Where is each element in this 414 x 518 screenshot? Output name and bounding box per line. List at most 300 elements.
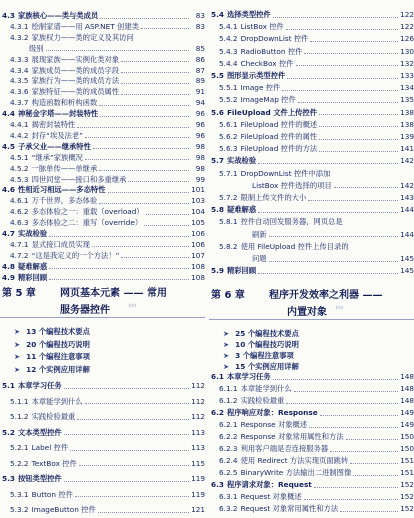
- chevron-decoration-icon: ›››: [128, 301, 136, 311]
- toc-subsection-entry: [0, 152, 205, 163]
- entry-number: 5.5: [211, 71, 224, 80]
- entry-title: 家族特征——类的成员属性: [31, 87, 120, 97]
- entry-title: 性相近习相远——多态特性: [17, 185, 106, 195]
- arrow-bullet-icon: ➤: [223, 351, 230, 360]
- toc-subsection-entry: [209, 253, 414, 264]
- leader-dots: [121, 71, 189, 73]
- toc-subsection-entry: [0, 43, 205, 54]
- leader-dots: [310, 40, 398, 42]
- divider: [209, 319, 414, 320]
- toc-subsection-entry: [0, 163, 205, 174]
- entry-title: 本章能学到什么: [31, 396, 83, 406]
- toc-subsection-entry: [209, 229, 414, 240]
- toc-subsection-entry: [209, 131, 414, 142]
- toc-subsection-entry: [0, 32, 205, 43]
- leader-dots: [77, 126, 189, 128]
- page-number: 145: [400, 266, 414, 276]
- chapter-feature-bullet: [223, 339, 414, 350]
- entry-number: 5.6.3: [219, 144, 238, 154]
- chapter-feature-bullet: [14, 326, 205, 337]
- page-number: 87: [195, 65, 205, 75]
- entry-title: Response 对象概述: [240, 420, 308, 429]
- entry-number: 5.1: [2, 381, 15, 390]
- page-number: 115: [191, 458, 205, 468]
- bullet-text: 3 个编程注意事项: [235, 351, 294, 360]
- entry-number: 4.3: [2, 11, 15, 20]
- page-number: 119: [191, 489, 205, 499]
- entry-number: 5.8: [211, 205, 224, 215]
- toc-subsection-entry: [0, 250, 205, 261]
- leader-dots: [121, 256, 189, 258]
- entry-title: 精彩回顾: [226, 266, 257, 276]
- entry-number: 4.7.2: [10, 250, 29, 260]
- chapter5-heading: [0, 281, 205, 319]
- toc-subsection-entry: [209, 46, 414, 57]
- toc-subsection-entry: [209, 431, 414, 442]
- toc-subsection-entry: [209, 216, 414, 227]
- leader-dots: [93, 147, 189, 149]
- entry-number: 4.6.1: [10, 196, 29, 206]
- entry-number: 6.3.1: [219, 492, 238, 501]
- leader-dots: [269, 260, 398, 262]
- toc-subsection-entry: [0, 54, 205, 65]
- chapter-title-line2: 服务器控件: [60, 305, 110, 316]
- toc-section-entry: [209, 9, 414, 20]
- toc-subsection-entry: [209, 443, 414, 454]
- leader-dots: [85, 136, 189, 138]
- page-number: 107: [191, 250, 205, 260]
- bullet-text: 13 个编程技术要点: [26, 327, 90, 336]
- leader-dots: [70, 449, 189, 451]
- toc-subsection-entry: [0, 119, 205, 130]
- entry-title: Request 对象常用属性和方法: [240, 504, 339, 513]
- page-number: 94: [195, 98, 205, 108]
- entry-title: 家族核心——类与类成员: [17, 11, 99, 20]
- page-number: 122: [400, 22, 414, 32]
- toc-subsection-entry: [0, 239, 205, 250]
- entry-number: 5.7.2: [219, 193, 238, 202]
- page-number: 108: [191, 261, 205, 271]
- page-number: 151: [400, 468, 414, 477]
- bullet-text: 12 个实例应用详解: [26, 364, 90, 374]
- leader-dots: [46, 49, 189, 51]
- entry-title: “这是我定义的一个方法！”: [31, 250, 120, 260]
- entry-number: 5.4.2: [219, 34, 238, 44]
- leader-dots: [296, 64, 398, 66]
- page-number: 142: [400, 180, 414, 190]
- chapter-label: 第 6 章: [211, 290, 245, 301]
- leader-dots: [258, 211, 398, 213]
- entry-title: 家族权力——类的定义及其访问: [31, 32, 134, 42]
- entry-number: 6.2: [211, 408, 224, 417]
- entry-title: Response 对象常用属性和方法: [240, 432, 344, 441]
- page-number: 149: [400, 408, 414, 417]
- toc-section-entry: [0, 10, 205, 21]
- leader-dots: [319, 150, 398, 152]
- leader-dots: [99, 104, 189, 106]
- entry-number: 4.6.3: [10, 218, 29, 228]
- page-number: 86: [195, 54, 205, 64]
- leader-dots: [282, 89, 398, 91]
- chapter-feature-bullet: [223, 328, 414, 339]
- entry-title: ListBox 控件选择的项目: [252, 180, 332, 190]
- page-number: 98: [195, 163, 205, 173]
- toc-subsection-entry: [0, 130, 205, 141]
- toc-subsection-entry: [0, 206, 205, 217]
- leader-dots: [334, 186, 398, 188]
- chapter-title-line1: 网页基本元素 —— 常用: [60, 288, 167, 299]
- toc-subsection-entry: [209, 192, 414, 203]
- entry-title: 多态体验之一：重载（overload）: [31, 207, 144, 217]
- entry-number: 4.3.3: [10, 54, 29, 64]
- bullet-text: 11 个编程注意事项: [26, 352, 90, 362]
- toc-section-entry: [0, 228, 205, 239]
- page-number: 122: [400, 10, 414, 19]
- entry-title: ListBox 控件: [240, 22, 284, 32]
- bullet-text: 25 个编程技术要点: [235, 329, 299, 338]
- page-number: 139: [400, 132, 414, 141]
- leader-dots: [320, 414, 398, 416]
- page-number: 142: [400, 156, 414, 166]
- entry-title: 本章学习任务: [17, 381, 62, 390]
- toc-subsection-entry: [209, 467, 414, 478]
- leader-dots: [128, 180, 189, 182]
- entry-number: 6.3.2: [219, 504, 238, 513]
- entry-title: 精彩回顾: [17, 272, 48, 282]
- leader-dots: [108, 191, 190, 193]
- entry-title: 文本类型控件: [17, 427, 62, 437]
- divider: [0, 317, 205, 318]
- chapter6-heading: [209, 283, 414, 321]
- leader-dots: [98, 511, 189, 513]
- entry-title: 构造函数和析构函数: [31, 98, 98, 108]
- entry-number: 4.6.2: [10, 207, 29, 217]
- leader-dots: [353, 474, 398, 476]
- toc-section-entry: [0, 184, 205, 195]
- entry-number: 5.1.2: [10, 412, 29, 421]
- toc-subsection-entry: [209, 503, 414, 514]
- page-number: 101: [191, 185, 205, 195]
- toc-subsection-entry: [0, 174, 205, 185]
- toc-subsection-entry: [209, 94, 414, 105]
- page-number: 98: [195, 152, 205, 162]
- entry-title: Label 控件: [31, 443, 69, 452]
- entry-title: 利用客户端是否连接服务器: [240, 444, 329, 453]
- chevron-decoration-icon: ›››: [335, 303, 343, 313]
- entry-number: 5.4.4: [219, 58, 238, 68]
- leader-dots: [141, 27, 189, 29]
- entry-number: 5.2: [2, 427, 15, 437]
- leader-dots: [77, 418, 189, 420]
- page-number: 149: [400, 420, 414, 429]
- leader-dots: [92, 245, 189, 247]
- entry-number: 5.9: [211, 266, 224, 276]
- toc-section-entry: [0, 473, 205, 484]
- toc-subsection-entry: [209, 491, 414, 502]
- page-number: 96: [195, 109, 205, 119]
- page-number: 113: [191, 427, 205, 437]
- page-number: 96: [195, 120, 205, 129]
- leader-dots: [64, 433, 189, 435]
- entry-title: 疑难解惑: [226, 205, 257, 215]
- toc-subsection-entry: [209, 119, 414, 130]
- leader-dots: [273, 378, 398, 380]
- toc-section-entry: [209, 70, 414, 81]
- entry-number: 4.3.1: [10, 21, 29, 31]
- leader-dots: [346, 438, 398, 440]
- entry-number: 4.4.1: [10, 120, 29, 129]
- page-number: 152: [400, 504, 414, 513]
- toc-subsection-entry: [209, 395, 414, 406]
- entry-title: FileUpload 控件的属性: [240, 132, 318, 141]
- entry-title: RadioButton 控件: [240, 46, 303, 56]
- leader-dots: [304, 498, 398, 500]
- entry-title: FileUpload 控件的概述: [240, 119, 318, 129]
- page-number: 145: [400, 254, 414, 263]
- bullet-text: 15 个实例应用详解: [235, 362, 299, 371]
- leader-dots: [121, 60, 189, 62]
- entry-number: 5.4: [211, 10, 224, 19]
- leader-dots: [49, 267, 189, 269]
- entry-title: 级别: [29, 43, 44, 53]
- entry-number: 4.5: [2, 141, 15, 151]
- leader-dots: [100, 17, 189, 19]
- page-number: 83: [195, 21, 205, 31]
- leader-dots: [121, 82, 189, 84]
- bullet-text: 20 个编程技巧说明: [26, 339, 90, 349]
- page-number: 103: [191, 196, 205, 206]
- page-number: 144: [400, 205, 414, 215]
- arrow-bullet-icon: ➤: [223, 362, 230, 371]
- chapter-label: 第 5 章: [2, 288, 36, 299]
- page-number: 112: [191, 381, 205, 390]
- entry-number: 5.6: [211, 107, 224, 117]
- entry-number: 5.3.2: [10, 505, 29, 514]
- entry-title: 本章能学到什么: [240, 384, 292, 393]
- entry-title: 家族行为——类的成员方法: [31, 76, 120, 86]
- toc-subsection-entry: [209, 455, 414, 466]
- entry-number: 6.1.1: [219, 384, 238, 393]
- entry-title: 神秘金字塔——封装特性: [17, 109, 99, 119]
- entry-number: 5.7.1: [219, 168, 238, 178]
- entry-number: 6.2.5: [219, 468, 238, 477]
- toc-subsection-entry: [0, 97, 205, 108]
- entry-title: 程序请求对象：Request: [226, 480, 312, 489]
- leader-dots: [330, 450, 398, 452]
- toc-subsection-entry: [0, 75, 205, 86]
- leader-dots: [319, 113, 398, 115]
- toc-subsection-entry: [209, 419, 414, 430]
- entry-number: 6.2.1: [219, 420, 238, 429]
- page-number: 152: [400, 492, 414, 501]
- entry-title: 实践检验最重: [240, 396, 285, 405]
- leader-dots: [319, 125, 398, 127]
- entry-title: 绘制家谱——用 ASP.NET 创建类: [31, 21, 139, 31]
- entry-number: 5.4.1: [219, 22, 238, 32]
- page-number: 150: [400, 432, 414, 441]
- page-number: 144: [400, 229, 414, 239]
- page-number: 106: [191, 239, 205, 249]
- entry-title: BinaryWrite 方法输出二进制图像: [240, 468, 352, 477]
- leader-dots: [99, 169, 189, 171]
- entry-number: 4.3.5: [10, 76, 29, 86]
- entry-title: 展现家族——实例化类对象: [31, 54, 120, 64]
- leader-dots: [298, 101, 398, 103]
- entry-title: 多态体验之二：重写（override）: [31, 218, 143, 228]
- entry-title: 按钮类型控件: [17, 474, 62, 483]
- arrow-bullet-icon: ➤: [14, 327, 21, 336]
- entry-number: 4.7: [2, 229, 15, 238]
- page-number: 132: [400, 58, 414, 68]
- leader-dots: [340, 510, 398, 512]
- entry-number: 5.2.2: [10, 458, 29, 468]
- entry-title: 实践检验最重: [31, 412, 76, 421]
- entry-title: 四世同堂——接口和多重继承: [31, 174, 127, 184]
- toc-section-entry: [0, 427, 205, 438]
- leader-dots: [319, 138, 398, 140]
- entry-number: 5.7: [211, 156, 224, 166]
- chapter-title-line2: 内置对象: [287, 307, 327, 318]
- chapter-feature-bullet: [14, 351, 205, 362]
- entry-title: 选择类型控件: [226, 10, 271, 19]
- entry-title: TextBox 控件: [31, 458, 77, 468]
- arrow-bullet-icon: ➤: [223, 329, 230, 338]
- entry-title: Image 控件: [240, 83, 281, 93]
- entry-title: CheckBox 控件: [240, 58, 294, 68]
- entry-title: 万千世界，多态体验: [31, 196, 98, 206]
- entry-title: “继承”家族概况: [31, 152, 83, 162]
- toc-subsection-entry: [209, 33, 414, 44]
- page-number: 98: [195, 141, 205, 151]
- toc-subsection-entry: [209, 143, 414, 154]
- leader-dots: [304, 52, 398, 54]
- entry-title: FileUpload 文件上传控件: [226, 107, 318, 117]
- toc-section-entry: [0, 261, 205, 272]
- entry-title: 疑难解惑: [17, 261, 48, 271]
- page-number: 133: [400, 71, 414, 80]
- page-number: 99: [195, 174, 205, 184]
- bullet-text: 10 个编程技巧说明: [235, 340, 299, 349]
- entry-title: 使用 FileUpload 控件上传目录的: [240, 241, 349, 251]
- leader-dots: [258, 272, 398, 274]
- leader-dots: [308, 199, 398, 201]
- entry-title: 家族成员——类的成员字段: [31, 65, 120, 75]
- entry-number: 4.3.4: [10, 65, 29, 75]
- entry-title: 图形显示类型控件: [226, 71, 286, 80]
- toc-subsection-entry: [0, 442, 205, 453]
- toc-subsection-entry: [0, 195, 205, 206]
- toc-section-entry: [0, 380, 205, 391]
- entry-number: 4.4: [2, 109, 15, 119]
- toc-subsection-entry: [0, 504, 205, 515]
- page-number: 126: [400, 34, 414, 44]
- leader-dots: [294, 390, 398, 392]
- page-number: 135: [400, 95, 414, 105]
- page-number: 108: [191, 272, 205, 282]
- toc-section-entry: [0, 141, 205, 152]
- arrow-bullet-icon: ➤: [14, 339, 21, 349]
- entry-title: 限制上传文件的大小: [240, 193, 307, 202]
- leader-dots: [309, 426, 398, 428]
- entry-number: 5.2.1: [10, 443, 29, 452]
- entry-number: 5.1.1: [10, 396, 29, 406]
- page-number: 112: [191, 412, 205, 421]
- arrow-bullet-icon: ➤: [14, 352, 21, 362]
- toc-subsection-entry: [209, 21, 414, 32]
- entry-number: 5.3.1: [10, 489, 29, 499]
- leader-dots: [99, 202, 189, 204]
- entry-title: DropDownList 控件中添加: [240, 168, 331, 178]
- page-number: 148: [400, 384, 414, 393]
- leader-dots: [49, 235, 189, 237]
- page-number: 152: [400, 480, 414, 489]
- entry-title: 一脉单传——单继承: [31, 163, 98, 173]
- toc-section-entry: [0, 108, 205, 119]
- toc-subsection-entry: [0, 411, 205, 422]
- leader-dots: [64, 480, 189, 482]
- leader-dots: [49, 278, 189, 280]
- entry-title: 使用 Redirect 方法实现页面跳转: [240, 456, 349, 465]
- entry-title: 本章学习任务: [226, 372, 271, 381]
- leader-dots: [286, 402, 398, 404]
- entry-title: 控件自动回发服务器，网页总是: [240, 217, 343, 227]
- entry-number: 4.9: [2, 272, 15, 282]
- leader-dots: [64, 387, 189, 389]
- toc-subsection-entry: [209, 383, 414, 394]
- toc-subsection-entry: [0, 65, 205, 76]
- entry-number: 4.5.3: [10, 174, 29, 184]
- toc-subsection-entry: [0, 21, 205, 32]
- entry-title: ImageMap 控件: [240, 95, 296, 105]
- toc-section-entry: [209, 479, 414, 490]
- entry-number: 5.3: [2, 474, 15, 483]
- toc-section-entry: [209, 407, 414, 418]
- entry-number: 6.2.3: [219, 444, 238, 453]
- toc-subsection-entry: [0, 217, 205, 228]
- page-number: 148: [400, 372, 414, 381]
- page-number: 121: [191, 505, 205, 514]
- entry-title: 实战检验: [226, 156, 257, 166]
- leader-dots: [287, 77, 398, 79]
- entry-number: 4.3.6: [10, 87, 29, 97]
- toc-subsection-entry: [0, 86, 205, 97]
- toc-subsection-entry: [209, 82, 414, 93]
- page-number: 141: [400, 144, 414, 154]
- entry-number: 4.5.1: [10, 152, 29, 162]
- entry-title: 子承父业——继承特性: [17, 141, 91, 151]
- toc-section-entry: [209, 155, 414, 166]
- toc-subsection-entry: [209, 58, 414, 69]
- leader-dots: [258, 162, 398, 164]
- entry-title: 问题: [252, 254, 267, 263]
- entry-title: ImageButton 控件: [31, 505, 96, 514]
- chapter-feature-bullet: [14, 364, 205, 375]
- page-number: 106: [191, 229, 205, 238]
- chapter-feature-bullet: [14, 339, 205, 350]
- entry-title: 程序响应对象：Response: [226, 408, 318, 417]
- entry-number: 4.5.2: [10, 163, 29, 173]
- page-number: 150: [400, 444, 414, 453]
- entry-number: 6.1.2: [219, 396, 238, 405]
- page-number: 105: [191, 218, 205, 228]
- page-number: 119: [191, 474, 205, 483]
- entry-number: 5.6.1: [219, 119, 238, 129]
- leader-dots: [79, 464, 189, 466]
- toc-subsection-entry: [0, 396, 205, 407]
- page-number: 104: [191, 207, 205, 217]
- entry-number: 6.1: [211, 372, 224, 381]
- entry-number: 4.8: [2, 261, 15, 271]
